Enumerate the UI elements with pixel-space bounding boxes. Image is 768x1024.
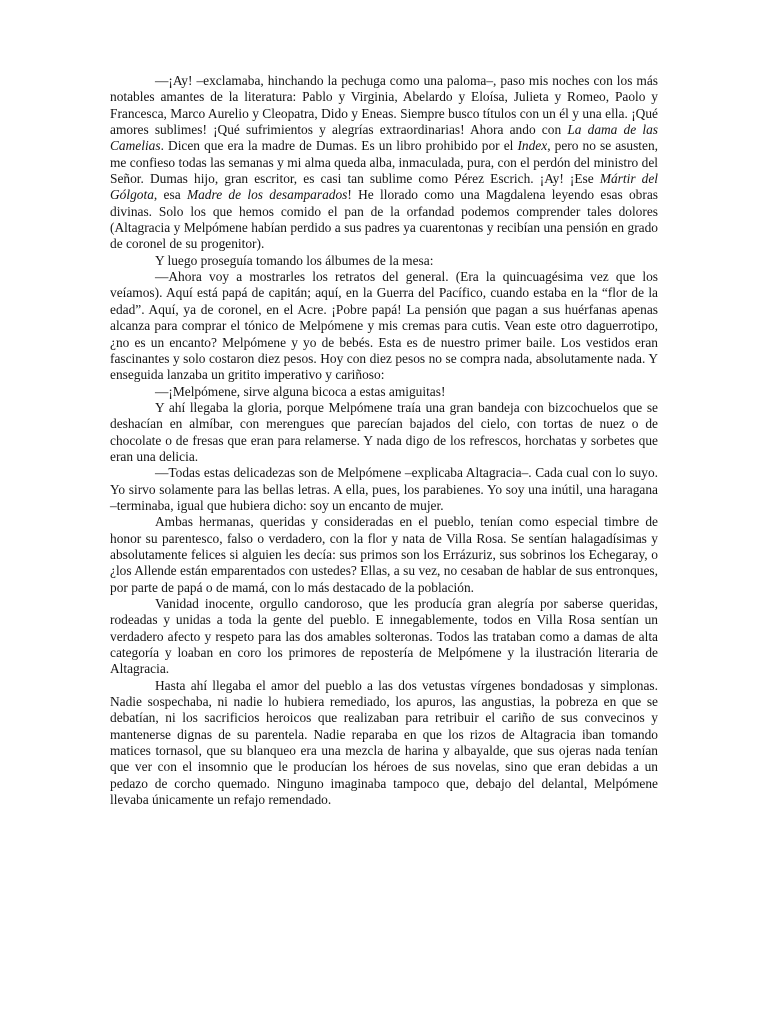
text-segment: Vanidad inocente, orgullo candoroso, que les producía gran alegría por saberse queridas, rodeadas y unidas a toda la gente del pueblo. E innegablemente, todos en Villa Rosa sentían un verdadero afecto y respeto para las dos amables solteronas. Todos las trataban como a damas de alta categoría y loaban en coro los primores de repostería de Melpómene y la ilustración literaria de Altagracia. — [110, 596, 658, 677]
text-segment: —¡Ay! –exclamaba, hinchando la pechuga como una paloma–, paso mis noches con los más notables amantes de la literatura: Pablo y Virginia, Abelardo y Eloísa, Julieta y Romeo, Paolo y Francesca, Marco Aurelio y Cleopatra, Dido y Eneas. Siempre busco títulos con un él y una ella. ¡Qué amores sublimes! ¡Qué sufrimientos y alegrías extraordinarias! Ahora ando con — [110, 73, 658, 138]
paragraph-9 — [110, 678, 658, 809]
text-segment: Y luego proseguía tomando los álbumes de la mesa: — [155, 252, 434, 268]
text-segment: , pero no se asusten, me confieso todas las semanas y mi alma queda alba, inmaculada, pura, con el perdón del ministro del Señor. Dumas hijo, gran escritor, es casi tan sublime como Pérez Escrich. ¡Ay! ¡Ese — [110, 138, 658, 187]
text-segment: Hasta ahí llegaba el amor del pueblo a las dos vetustas vírgenes bondadosas y simplonas. Nadie sospechaba, ni nadie lo hubiera remediado, los apuros, las angustias, la pobreza en que se debatían, ni los sacrificios heroicos que realizaban para retribuir el cariño de sus convecinos y mantenerse dignas de su parentela. Nadie reparaba en que los rizos de Altagracia iban tomando matices tornasol, que su blanqueo era una mezcla de harina y albayalde, que sus ojeras nada tenían que ver con el insomnio que le producían los héroes de sus novelas, sino que eran debidas a un pedazo de corcho quemado. Ninguno imaginaba tampoco que, debajo del delantal, Melpómene llevaba únicamente un refajo remendado. — [110, 677, 658, 808]
document-page — [110, 73, 658, 808]
paragraph-1 — [110, 73, 658, 253]
text-segment: —Ahora voy a mostrarles los retratos del general. (Era la quincuagésima vez que los veíamos). Aquí está papá de capitán; aquí, en la Guerra del Pacífico, cuando estaba en la “flor de la edad”. Aquí, ya de coronel, en el Acre. ¡Pobre papá! La pensión que pagan a sus huérfanas apenas alcanza para comprar el tónico de Melpómene y mis cremas para cutis. Vean este otro daguerrotipo, ¿no es un encanto? Melpómene y yo de bebés. Esta es de nuestro primer baile. Los vestidos eran fascinantes y solo costaron diez pesos. Hoy con diez pesos no se compra nada, absolutamente nada. Y enseguida lanzaba un gritito imperativo y cariñoso: — [110, 269, 658, 383]
italic-title-madre: Madre de los desamparados — [186, 187, 348, 203]
text-segment: , esa — [153, 187, 187, 203]
paragraph-2 — [110, 253, 658, 269]
paragraph-4 — [110, 384, 658, 400]
text-segment: Y ahí llegaba la gloria, porque Melpómene traía una gran bandeja con bizcochuelos que se deshacían en almíbar, con merengues que parecían bajados del cielo, con tortas de nuez o de chocolate o de fresas que eran para relamerse. Y nada digo de los refrescos, horchatas y sorbetes que eran una delicia. — [110, 399, 658, 464]
paragraph-8 — [110, 596, 658, 678]
text-segment: —¡Melpómene, sirve alguna bicoca a estas amiguitas! — [155, 383, 446, 399]
italic-title-la-dama: La dama de las Camelias — [110, 122, 658, 154]
paragraph-5 — [110, 400, 658, 465]
paragraph-7 — [110, 514, 658, 596]
italic-title-martir: Mártir del Gólgota — [110, 171, 659, 203]
text-segment: ! He llorado como una Magdalena leyendo esas obras divinas. Solo los que hemos comido el pan de la orfandad podemos comprender tales dolores (Altagracia y Melpómene habían perdido a sus padres ya cuarentonas y recibían una pensión en grado de coronel de su progenitor). — [110, 187, 658, 252]
paragraph-6 — [110, 465, 658, 514]
text-segment: Ambas hermanas, queridas y consideradas en el pueblo, tenían como especial timbre de honor su parentesco, falso o verdadero, con la flor y nata de Villa Rosa. Se sentían halagadísimas y absolutamente felices si alguien les decía: sus primos son los Errázuriz, sus sobrinos los Echegaray, o ¿los Allende están emparentados con ustedes? Ellas, a su vez, no cesaban de hablar de sus entronques, por parte de papá o de mamá, con lo más destacado de la población. — [110, 514, 658, 595]
text-segment: . Dicen que era la madre de Dumas. Es un libro prohibido por el — [160, 138, 518, 154]
italic-index: Index — [517, 138, 548, 154]
text-segment: —Todas estas delicadezas son de Melpómene –explicaba Altagracia–. Cada cual con lo suyo. Yo sirvo solamente para las bellas letras. A ella, pues, los parabienes. Yo soy una inútil, una haragana –terminaba, igual que hubiera dicho: soy un encanto de mujer. — [110, 465, 658, 513]
paragraph-3 — [110, 269, 658, 383]
